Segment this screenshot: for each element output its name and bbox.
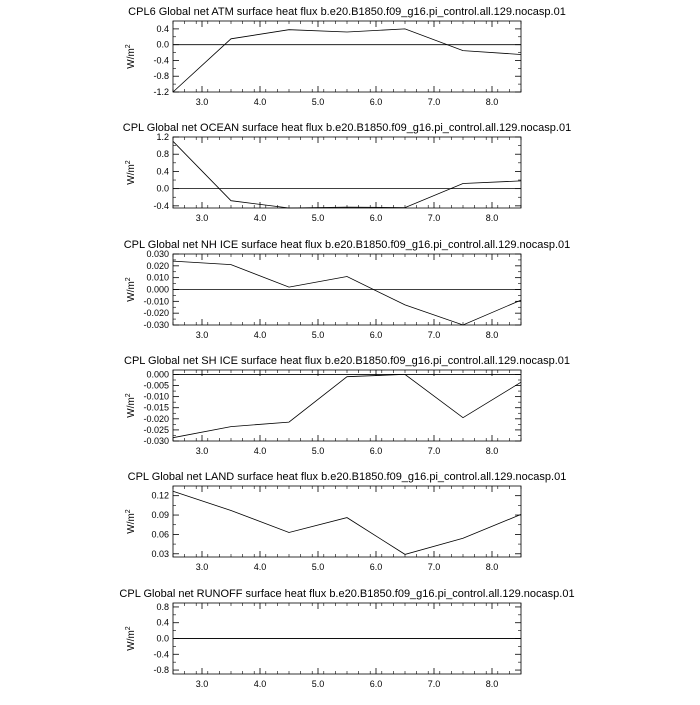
y-tick-label: 0.4 — [156, 23, 169, 34]
y-tick-label: 0.000 — [146, 284, 169, 295]
y-tick-label: -0.005 — [143, 380, 169, 391]
x-tick-label: 4.0 — [253, 679, 267, 689]
chart-panel-4 — [124, 355, 570, 456]
x-tick-label: 4.0 — [253, 213, 267, 223]
x-tick-label: 5.0 — [311, 446, 325, 456]
y-tick-label: -0.030 — [143, 436, 169, 446]
x-tick-label: 5.0 — [311, 330, 325, 340]
x-tick-label: 8.0 — [485, 562, 499, 572]
x-tick-label: 3.0 — [195, 330, 209, 340]
y-tick-label: -1.2 — [153, 87, 169, 97]
series-line — [173, 141, 521, 208]
x-tick-label: 6.0 — [369, 446, 383, 456]
x-tick-label: 8.0 — [485, 679, 499, 689]
series-line — [173, 374, 521, 437]
y-tick-label: -0.4 — [153, 649, 169, 660]
x-tick-label: 8.0 — [485, 213, 499, 223]
y-tick-label: -0.010 — [143, 391, 169, 402]
y-axis-label-unit: W/m — [126, 630, 137, 651]
y-axis-label — [125, 509, 137, 534]
y-tick-label: 0.06 — [151, 529, 169, 540]
chart-panel-1 — [125, 6, 566, 107]
y-tick-label: 0.010 — [146, 272, 169, 283]
chart-title: CPL Global net LAND surface heat flux b.e20.B1850.f09_g16.pi_control.all.129.nocasp.01 — [127, 471, 567, 483]
chart-panel-6 — [119, 588, 574, 689]
plot-frame — [173, 137, 521, 208]
y-axis-label-unit: W/m — [126, 48, 137, 69]
x-tick-label: 7.0 — [427, 330, 441, 340]
y-axis-label — [125, 626, 137, 651]
y-tick-label: -0.4 — [153, 200, 169, 211]
x-tick-label: 6.0 — [369, 679, 383, 689]
y-tick-label: -0.020 — [143, 413, 169, 424]
y-axis-label-unit: W/m — [126, 397, 137, 418]
x-tick-label: 3.0 — [195, 679, 209, 689]
x-tick-label: 6.0 — [369, 562, 383, 572]
x-tick-label: 5.0 — [311, 213, 325, 223]
y-tick-label: -0.8 — [153, 71, 169, 82]
y-tick-label: -0.010 — [143, 296, 169, 307]
y-axis-label — [125, 277, 137, 302]
x-tick-label: 3.0 — [195, 562, 209, 572]
x-tick-label: 6.0 — [369, 330, 383, 340]
y-axis-label — [125, 44, 137, 69]
y-tick-label: -0.025 — [143, 424, 169, 435]
x-tick-label: 5.0 — [311, 97, 325, 107]
y-tick-label: 0.0 — [156, 633, 169, 644]
y-axis-label-unit: W/m — [126, 164, 137, 185]
x-tick-label: 3.0 — [195, 446, 209, 456]
y-axis-label — [125, 393, 137, 418]
x-tick-label: 4.0 — [253, 97, 267, 107]
y-tick-label: -0.020 — [143, 308, 169, 319]
plot-frame — [173, 370, 521, 441]
x-tick-label: 7.0 — [427, 679, 441, 689]
x-tick-label: 7.0 — [427, 562, 441, 572]
y-tick-label: 0.0 — [156, 183, 169, 194]
y-tick-label: -0.015 — [143, 402, 169, 413]
x-tick-label: 7.0 — [427, 213, 441, 223]
y-tick-label: 0.12 — [151, 490, 169, 501]
y-tick-label: 0.8 — [156, 149, 169, 160]
x-tick-label: 5.0 — [311, 679, 325, 689]
y-tick-label: 0.000 — [146, 369, 169, 380]
y-tick-label: -0.8 — [153, 665, 169, 676]
y-axis-label-exponent: 2 — [125, 509, 132, 514]
y-axis-label-unit: W/m — [126, 513, 137, 534]
y-tick-label: -0.4 — [153, 55, 169, 66]
x-tick-label: 4.0 — [253, 330, 267, 340]
x-tick-label: 8.0 — [485, 97, 499, 107]
series-line — [173, 29, 521, 92]
x-tick-label: 3.0 — [195, 213, 209, 223]
chart-panel-2 — [123, 122, 571, 223]
x-tick-label: 3.0 — [195, 97, 209, 107]
x-tick-label: 7.0 — [427, 97, 441, 107]
chart-title: CPL Global net NH ICE surface heat flux b.e20.B1850.f09_g16.pi_control.all.129.nocasp.01 — [123, 239, 571, 251]
y-tick-label: 0.020 — [146, 260, 169, 271]
y-tick-label: 0.0 — [156, 39, 169, 50]
y-axis-label-exponent: 2 — [125, 393, 132, 398]
chart-title: CPL Global net OCEAN surface heat flux b.e20.B1850.f09_g16.pi_control.all.129.nocasp.01 — [122, 122, 572, 134]
y-tick-label: 0.030 — [146, 249, 169, 259]
y-tick-label: 0.8 — [156, 601, 169, 612]
x-tick-label: 4.0 — [253, 446, 267, 456]
plot-frame — [173, 486, 521, 557]
y-tick-label: 0.03 — [151, 548, 169, 559]
x-tick-label: 7.0 — [427, 446, 441, 456]
x-tick-label: 4.0 — [253, 562, 267, 572]
y-tick-label: 0.4 — [156, 617, 169, 628]
y-axis-label-exponent: 2 — [125, 277, 132, 282]
y-axis-label-exponent: 2 — [125, 160, 132, 165]
y-axis-label-exponent: 2 — [125, 626, 132, 631]
x-tick-label: 8.0 — [485, 446, 499, 456]
y-tick-label: -0.030 — [143, 320, 169, 330]
chart-panel-3 — [124, 239, 571, 340]
y-tick-label: 0.4 — [156, 166, 169, 177]
series-line — [173, 261, 521, 325]
chart-title: CPL Global net RUNOFF surface heat flux b.e20.B1850.f09_g16.pi_control.all.129.nocasp.01 — [119, 588, 575, 600]
x-tick-label: 6.0 — [369, 97, 383, 107]
chart-title: CPL6 Global net ATM surface heat flux b.e20.B1850.f09_g16.pi_control.all.129.nocasp.01 — [128, 6, 566, 18]
x-tick-label: 8.0 — [485, 330, 499, 340]
x-tick-label: 6.0 — [369, 213, 383, 223]
y-tick-label: 0.09 — [151, 510, 169, 521]
chart-title: CPL Global net SH ICE surface heat flux b.e20.B1850.f09_g16.pi_control.all.129.nocasp.01 — [124, 355, 570, 367]
x-tick-label: 5.0 — [311, 562, 325, 572]
series-line — [173, 491, 521, 554]
chart-panel-5 — [125, 471, 566, 572]
y-axis-label-unit: W/m — [126, 281, 137, 302]
y-tick-label: 1.2 — [156, 132, 169, 142]
y-axis-label-exponent: 2 — [125, 44, 132, 49]
y-axis-label — [125, 160, 137, 185]
